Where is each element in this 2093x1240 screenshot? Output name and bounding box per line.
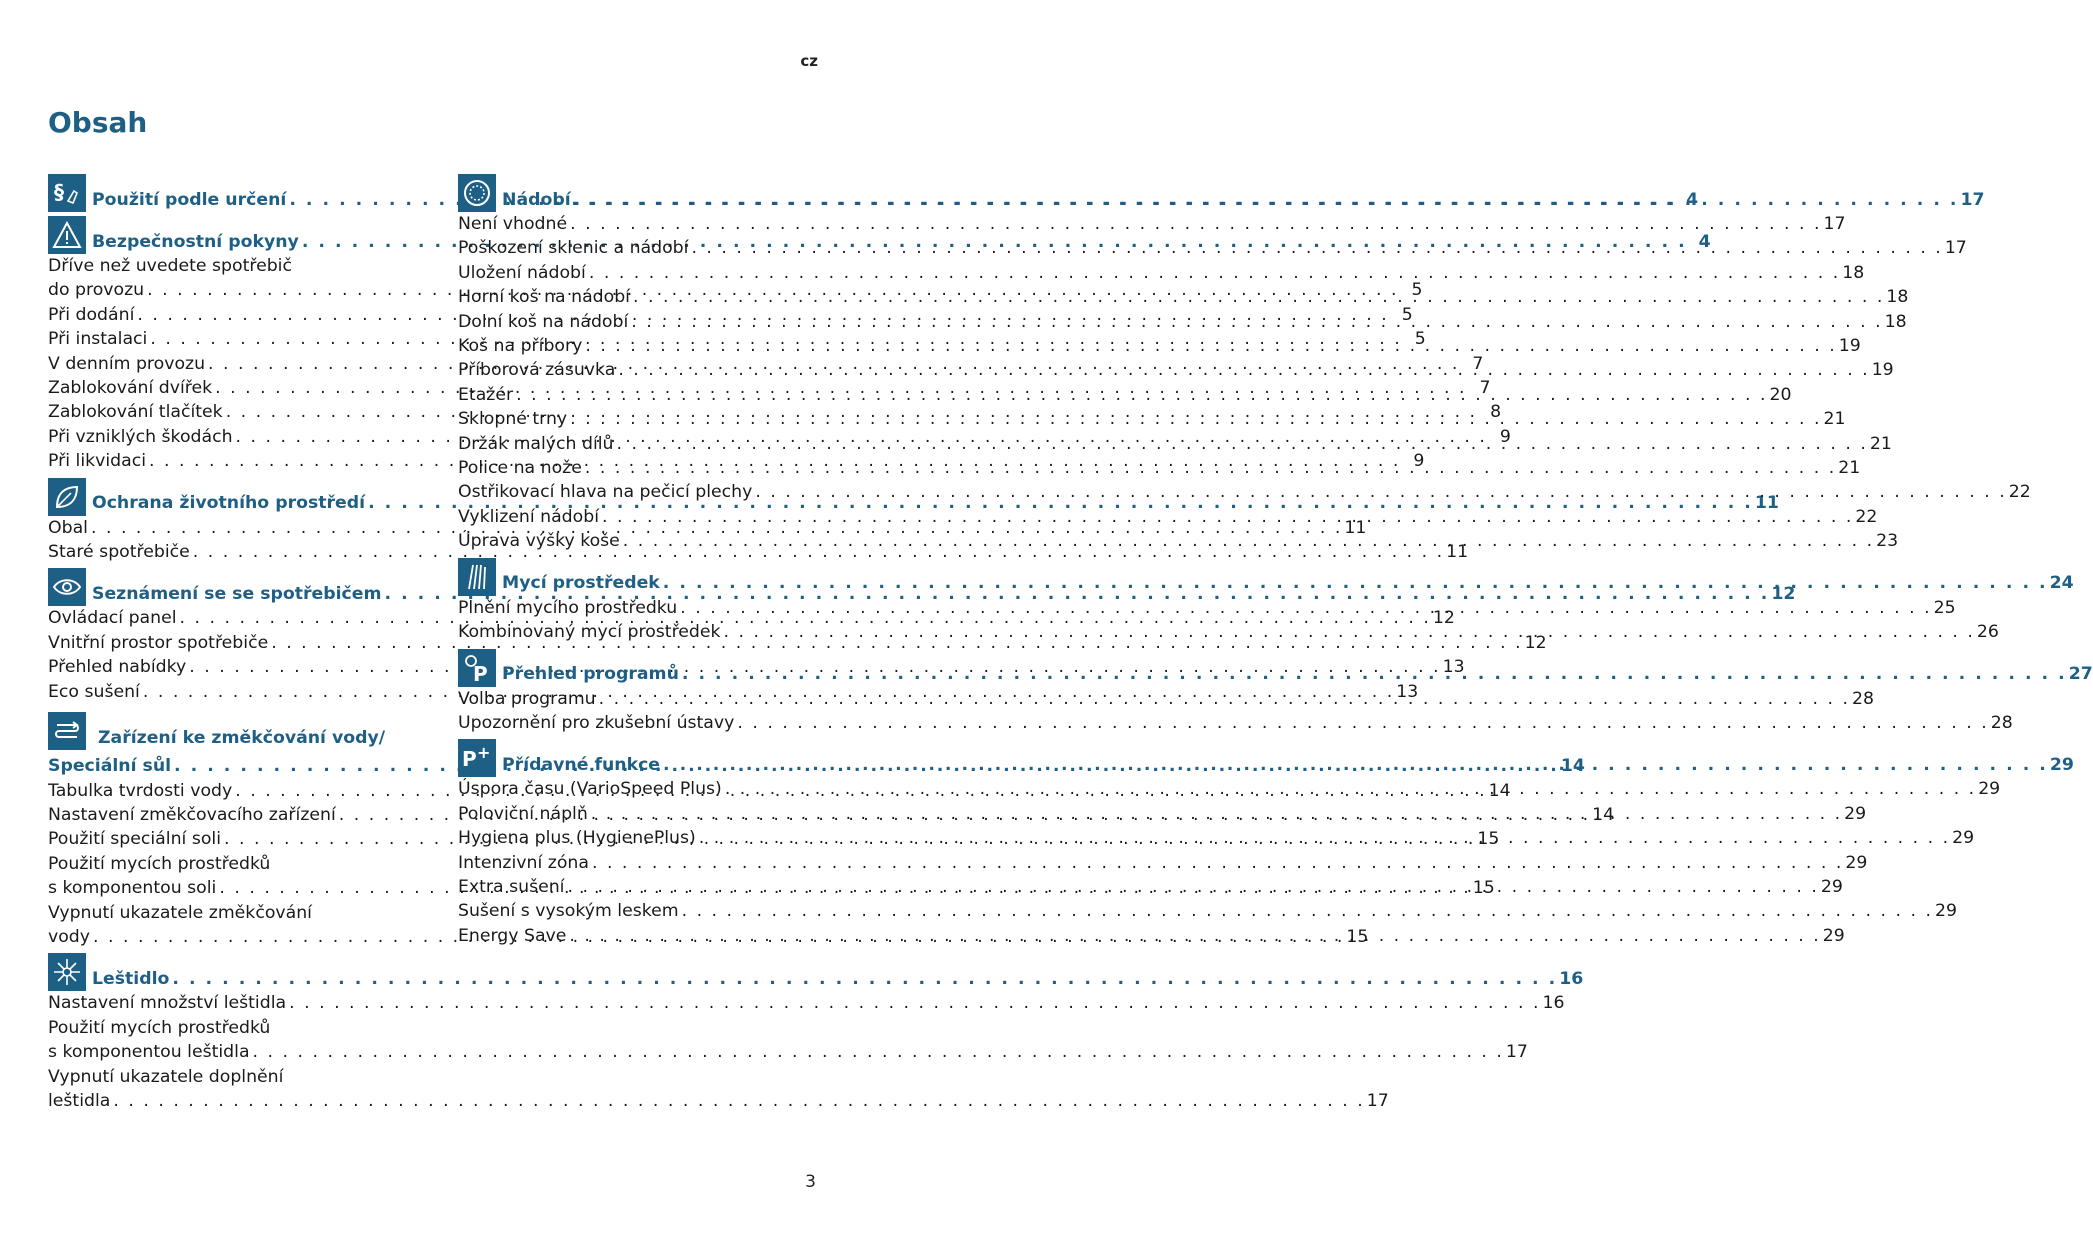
toc-page-number: 29 — [1844, 803, 1867, 824]
plate-icon — [458, 174, 496, 212]
toc-page-number: 28 — [1990, 712, 2013, 733]
toc-entry-label: Zablokování tlačítek — [48, 402, 223, 423]
toc-page-number: 11 — [1754, 493, 1779, 514]
toc-entry-label: do provozu — [48, 280, 145, 301]
dot-leader — [591, 802, 1842, 826]
toc-entry-label: Ochrana životního prostředí — [92, 493, 366, 514]
toc-entry-label: Při instalaci — [48, 329, 148, 350]
toc-entry-label: Horní koš na nádobí — [458, 287, 630, 308]
toc-page-number: 17 — [1960, 189, 1985, 210]
toc-page-number: 17 — [1944, 238, 1967, 259]
toc-page-number: 21 — [1838, 458, 1861, 479]
toc-section-heading[interactable] — [502, 571, 2074, 595]
toc-entry-s-komponentou-lestidla[interactable] — [48, 1040, 1528, 1064]
dot-leader — [585, 334, 1836, 358]
toc-entry-ulozeni-nadobi[interactable] — [458, 261, 1865, 285]
toc-section-heading[interactable] — [502, 188, 1985, 212]
toc-entry-poskozeni-sklenic-a-nadobi[interactable] — [458, 236, 1967, 260]
toc-entry-label: Vnitřní prostor spotřebiče — [48, 632, 269, 653]
svg-text:P: P — [462, 747, 477, 772]
toc-page-number: 15 — [1477, 829, 1500, 850]
toc-entry-label: Při vzniklých škodách — [48, 426, 233, 447]
dot-leader — [617, 432, 1868, 456]
toc-page-number: 23 — [1876, 531, 1899, 552]
toc-page-number: 20 — [1769, 384, 1792, 405]
toc-page-number: 26 — [1976, 622, 1999, 643]
svg-text:+: + — [477, 743, 491, 763]
toc-page-number: 28 — [1852, 688, 1874, 709]
toc-section-heading[interactable] — [92, 967, 1583, 991]
toc-page-number: 16 — [1559, 968, 1584, 989]
toc-section-heading[interactable] — [502, 662, 2093, 686]
dot-leader — [631, 310, 1882, 334]
toc-page-number: 13 — [1442, 657, 1465, 678]
dot-leader — [570, 407, 1821, 431]
toc-entry-label: Seznámení se se spotřebičem — [92, 584, 382, 605]
toc-entry-label: Úspora času (VarioSpeed Plus) — [458, 779, 722, 800]
toc-entry-police-na-noze[interactable] — [458, 456, 1861, 480]
toc-entry-label: Použití speciální soli — [48, 829, 221, 850]
toc-entry-label: Poškození sklenic a nádobí — [458, 238, 689, 259]
toc-page-number: 7 — [1472, 353, 1484, 374]
toc-page-number: 24 — [2049, 573, 2074, 594]
dot-leader — [737, 711, 1988, 735]
toc-entry-label: Ovládací panel — [48, 608, 177, 629]
toc-entry-label: Intenzivní zóna — [458, 852, 589, 873]
dot-leader — [585, 456, 1836, 480]
svg-text:§: § — [54, 180, 64, 204]
toc-entry-label: Hygiena plus (HygienePlus) — [458, 828, 696, 849]
toc-entry-label: Použití podle určení — [92, 189, 287, 210]
page-number: 3 — [805, 1172, 816, 1192]
toc-entry-label: V denním provozu — [48, 353, 206, 374]
toc-page-number: 29 — [1934, 901, 1957, 922]
dot-leader — [570, 212, 1821, 236]
toc-entry-label: Volba programu — [458, 688, 596, 709]
toc-entry-label: Leštidlo — [92, 968, 170, 989]
toc-page-number: 25 — [1933, 597, 1956, 618]
toc-entry-label: Při likvidaci — [48, 451, 147, 472]
paragraph-hand-icon — [48, 174, 86, 212]
toc-page-number: 14 — [1592, 804, 1615, 825]
toc-entry-label: Obal — [48, 517, 88, 538]
toc-page-number: 14 — [1488, 780, 1511, 801]
dot-leader — [663, 753, 2048, 777]
toc-page-number: 29 — [1822, 925, 1845, 946]
toc-entry-label: Dolní koš na nádobí — [458, 311, 629, 332]
dot-leader — [289, 991, 1540, 1015]
toc-page-number: 22 — [1855, 506, 1878, 527]
toc-page-number: 16 — [1542, 993, 1565, 1014]
dot-leader — [682, 899, 1933, 923]
toc-section-nadobi[interactable] — [458, 174, 1985, 212]
toc-page-number: 17 — [1505, 1042, 1528, 1063]
toc-page-number: 11 — [1344, 517, 1367, 538]
toc-entry-label: Ostřikovací hlava na pečicí plechy — [458, 482, 753, 503]
toc-page-number: 7 — [1479, 378, 1491, 399]
toc-page-number: 5 — [1411, 280, 1423, 301]
p-plus-icon — [458, 739, 496, 777]
toc-entry-label: Zablokování dvířek — [48, 378, 213, 399]
toc-entry-lestidla[interactable] — [48, 1089, 1389, 1113]
toc-page-number: 19 — [1871, 360, 1894, 381]
toc-entry-label: Speciální sůl — [48, 756, 172, 777]
toc-entry-label-continued[interactable]: Použití mycích prostředků — [48, 1017, 271, 1038]
toc-page-number: 12 — [1432, 608, 1455, 629]
toc-page-number: 18 — [1884, 311, 1907, 332]
toc-entry-label: Mycí prostředek — [502, 573, 660, 594]
toc-entry-label-continued[interactable]: Vypnutí ukazatele změkčování — [48, 902, 312, 923]
warning-triangle-icon — [48, 216, 86, 254]
toc-entry-label: Bezpečnostní pokyny — [92, 231, 299, 252]
toc-page-number: 5 — [1401, 304, 1413, 325]
eye-icon — [48, 568, 86, 606]
dot-leader — [699, 826, 1950, 850]
toc-entry-label: Extra sušení — [458, 876, 565, 897]
toc-entry-intenzivni-zona[interactable] — [458, 851, 1868, 875]
toc-page-number: 9 — [1413, 451, 1425, 472]
toc-entry-label: s komponentou soli — [48, 878, 217, 899]
toc-entry-neni-vhodne[interactable] — [458, 212, 1846, 236]
toc-entry-label: Uložení nádobí — [458, 262, 586, 283]
toc-entry-label: Police na nože — [458, 458, 582, 479]
toc-page-number: 5 — [1414, 329, 1426, 350]
toc-entry-label: vody — [48, 926, 90, 947]
toc-entry-label: Sklopné trny — [458, 409, 568, 430]
dot-leader — [618, 358, 1869, 382]
dot-leader — [592, 851, 1843, 875]
water-flow-icon — [48, 712, 86, 750]
program-p-icon — [458, 649, 496, 687]
toc-entry-priborova-zasuvka[interactable] — [458, 358, 1894, 382]
toc-entry-label: Plnění mycího prostředku — [458, 597, 678, 618]
toc-entry-label: Upozornění pro zkušební ústavy — [458, 712, 735, 733]
leaf-icon — [48, 478, 86, 516]
toc-entry-label: Příborová zásuvka — [458, 360, 616, 381]
toc-entry-drzak-malych-dilu[interactable] — [458, 432, 1892, 456]
toc-entry-label-continued[interactable]: Vypnutí ukazatele doplnění — [48, 1066, 284, 1087]
toc-page-number: 22 — [2008, 482, 2031, 503]
toc-entry-etazer[interactable] — [458, 383, 1792, 407]
dot-leader — [663, 571, 2048, 595]
dot-leader — [253, 1040, 1504, 1064]
toc-entry-label: Staré spotřebiče — [48, 542, 190, 563]
toc-entry-label: Nastavení změkčovacího zařízení — [48, 804, 336, 825]
toc-page-number: 15 — [1472, 878, 1495, 899]
toc-page-number: 12 — [1524, 632, 1547, 653]
toc-page-number: 14 — [1560, 756, 1585, 777]
language-code: cz — [800, 52, 818, 70]
toc-page-number: 29 — [1952, 828, 1975, 849]
dot-leader — [691, 236, 1942, 260]
toc-page-number: 29 — [2049, 754, 2074, 775]
toc-page-number: 19 — [1838, 336, 1861, 357]
toc-entry-label: Není vhodné — [458, 214, 568, 234]
dot-leader — [623, 529, 1874, 553]
toc-entry-label: Kombinovaný mycí prostředek — [458, 622, 721, 643]
toc-entry-label: Držák malých dílů — [458, 433, 614, 454]
toc-page-number: 4 — [1686, 189, 1699, 210]
toc-page-number: 13 — [1396, 681, 1419, 702]
toc-entry-label: Tabulka tvrdosti vody — [48, 780, 233, 801]
toc-page-number: 8 — [1490, 402, 1502, 423]
toc-entry-dolni-kos-na-nadobi[interactable] — [458, 310, 1907, 334]
toc-page-number: 27 — [2068, 664, 2093, 685]
toc-entry-label-continued[interactable]: Dříve než uvedete spotřebič — [48, 256, 292, 276]
toc-section-heading-line1: Zařízení ke změkčování vody/ — [98, 727, 386, 748]
toc-entry-label-continued[interactable]: Použití mycích prostředků — [48, 853, 271, 874]
dot-leader — [633, 285, 1884, 309]
toc-entry-kos-na-pribory[interactable] — [458, 334, 1861, 358]
toc-page-number: 29 — [1820, 876, 1843, 897]
toc-entry-label: Eco sušení — [48, 681, 140, 702]
toc-entry-horni-kos-na-nadobi[interactable] — [458, 285, 1909, 309]
page-title: Obsah — [48, 106, 148, 139]
dot-leader — [602, 505, 1853, 529]
toc-entry-label: leštidla — [48, 1090, 111, 1111]
dot-leader — [589, 261, 1840, 285]
toc-entry-label: Nastavení množství leštidla — [48, 993, 287, 1014]
toc-entry-label: Koš na příbory — [458, 336, 583, 357]
toc-entry-label: s komponentou leštidla — [48, 1042, 250, 1063]
dot-leader — [755, 480, 2006, 504]
toc-entry-label: Etažér — [458, 384, 514, 405]
dot-leader — [574, 188, 1959, 212]
toc-entry-upozorneni-pro-zkusebni-ustavy[interactable] — [458, 711, 2013, 735]
dot-leader — [599, 687, 1850, 711]
toc-entry-label: Při dodání — [48, 304, 135, 325]
detergent-spray-icon — [458, 558, 496, 596]
toc-page-number: 11 — [1446, 542, 1469, 563]
dot-leader — [567, 875, 1818, 899]
toc-page-number: 29 — [1978, 779, 2001, 800]
toc-page-number: 17 — [1823, 214, 1846, 234]
toc-entry-label: Přehled programů — [502, 664, 679, 685]
toc-page-number: 18 — [1886, 287, 1909, 308]
dot-leader — [516, 383, 1767, 407]
dot-leader — [680, 596, 1931, 620]
toc-entry-label: Úprava výšky koše — [458, 531, 620, 552]
toc-entry-suseni-s-vysokym-leskem[interactable] — [458, 899, 1957, 923]
dot-leader — [113, 1089, 1364, 1113]
toc-entry-label: Sušení s vysokým leskem — [458, 901, 679, 922]
toc-section-heading[interactable] — [502, 753, 2074, 777]
toc-page-number: 21 — [1869, 433, 1892, 454]
toc-entry-label: Přídavné funkce — [502, 754, 661, 775]
dot-leader — [569, 924, 1820, 948]
toc-entry-label: Nádobí — [502, 189, 571, 210]
toc-page-number: 4 — [1698, 231, 1711, 252]
toc-page-number: 29 — [1845, 852, 1868, 873]
toc-entry-label: Vyklizení nádobí — [458, 506, 600, 527]
toc-page-number: 9 — [1499, 426, 1511, 447]
dot-leader — [682, 662, 2067, 686]
dot-leader — [725, 777, 1976, 801]
toc-entry-sklopne-trny[interactable] — [458, 407, 1846, 431]
sparkle-icon — [48, 953, 86, 991]
dot-leader — [724, 620, 1975, 644]
toc-page-number: 12 — [1771, 584, 1796, 605]
toc-entry-nastaveni-mnozstvi-lestidla[interactable] — [48, 991, 1565, 1015]
toc-page-number: 17 — [1366, 1090, 1389, 1111]
toc-section-lestidlo[interactable] — [48, 953, 1584, 991]
toc-page-number: 15 — [1346, 926, 1369, 947]
toc-page-number: 21 — [1823, 409, 1846, 430]
svg-text:P: P — [473, 661, 488, 686]
toc-entry-label: Přehled nabídky — [48, 657, 187, 678]
toc-page-number: 18 — [1842, 262, 1865, 283]
toc-entry-label: Poloviční náplň — [458, 803, 588, 824]
toc-entry-label: Energy Save — [458, 925, 567, 946]
dot-leader — [172, 967, 1557, 991]
